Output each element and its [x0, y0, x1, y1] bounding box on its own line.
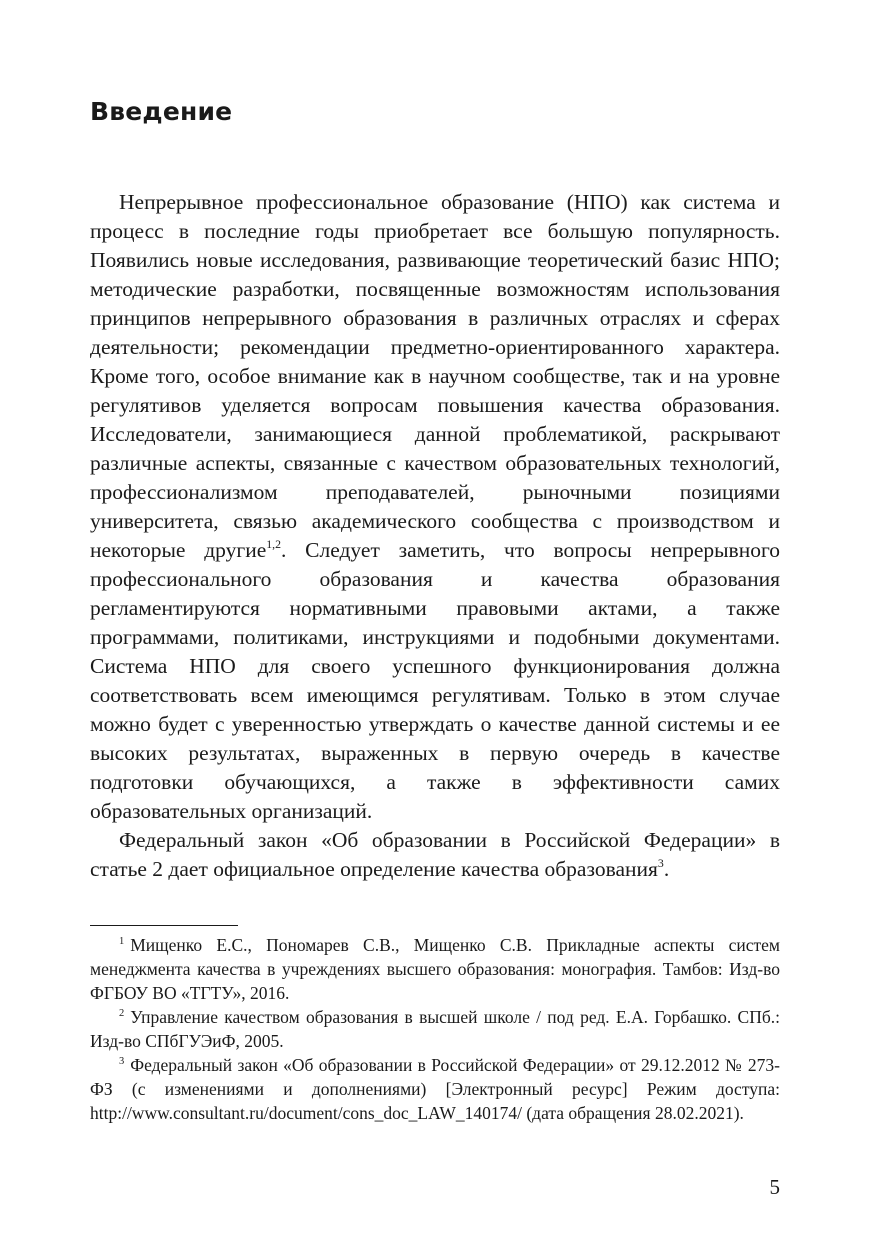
paragraph	[90, 826, 780, 884]
footnotes	[90, 933, 780, 1125]
section-heading: Введение	[90, 97, 233, 126]
footnote-mark: 3	[119, 1055, 125, 1067]
paragraph-text: Федеральный закон «Об образовании в Российской Федерации» в статье 2 дает официальное определение качества образования	[90, 828, 780, 881]
paragraph-text: Непрерывное профессиональное образование (НПО) как система и процесс в последние годы приобретает все большую популярность. Появились новые исследования, развивающие теоретический базис НПО; методические разработки, посвященные возможностям использования принципов непрерывного образования в различных отраслях и сферах деятельности; рекомендации предметно-ориентированного характера. Кроме того, особое внимание как в научном сообществе, так и на уровне регулятивов уделяется вопросам повышения качества образования. Исследователи, занимающиеся данной проблематикой, раскрывают различные аспекты, связанные с качеством образовательных технологий, профессионализмом преподавателей, рыночными позициями университета, связью академического сообщества с производством и некоторые другие	[90, 190, 780, 562]
footnote-reference[interactable]: 3	[657, 856, 664, 871]
footnote-text: Управление качеством образования в высшей школе / под ред. Е.А. Горбашко. СПб.: Изд-во СПбГУЭиФ, 2005.	[90, 1007, 780, 1051]
page-number: 5	[769, 1175, 780, 1199]
footnote-mark: 2	[119, 1007, 125, 1019]
footnote-mark: 1	[119, 935, 125, 947]
footnote	[90, 1053, 780, 1125]
footnote-reference[interactable]: 1,2	[266, 537, 282, 552]
footnote	[90, 1005, 780, 1053]
footnote-separator	[90, 925, 238, 926]
paragraph-text: . Следует заметить, что вопросы непрерывного профессионального образования и качества образования регламентируются нормативными правовыми актами, а также программами, политиками, инструкциями и подобными документами. Система НПО для своего успешного функционирования должна соответствовать всем имеющимся регулятивам. Только в этом случае можно будет с уверенностью утверждать о качестве данной системы и ее высоких результатах, выраженных в первую очередь в качестве подготовки обучающихся, а также в эффективности самих образовательных организаций.	[90, 538, 780, 823]
paragraph-text: .	[663, 857, 670, 881]
paragraph	[90, 188, 780, 826]
footnote-text: Федеральный закон «Об образовании в Российской Федерации» от 29.12.2012 № 273-ФЗ (с изменениями и дополнениями) [Электронный ресурс] Режим доступа: http://www.consultant.ru/document/cons_doc_LAW_140174/ (дата обращения 28.02.2021).	[90, 1055, 780, 1123]
footnote	[90, 933, 780, 1005]
footnote-text: Мищенко Е.С., Пономарев С.В., Мищенко С.В. Прикладные аспекты систем менеджмента качества в учреждениях высшего образования: монография. Тамбов: Изд-во ФГБОУ ВО «ТГТУ», 2016.	[90, 935, 780, 1003]
main-text	[90, 188, 780, 884]
